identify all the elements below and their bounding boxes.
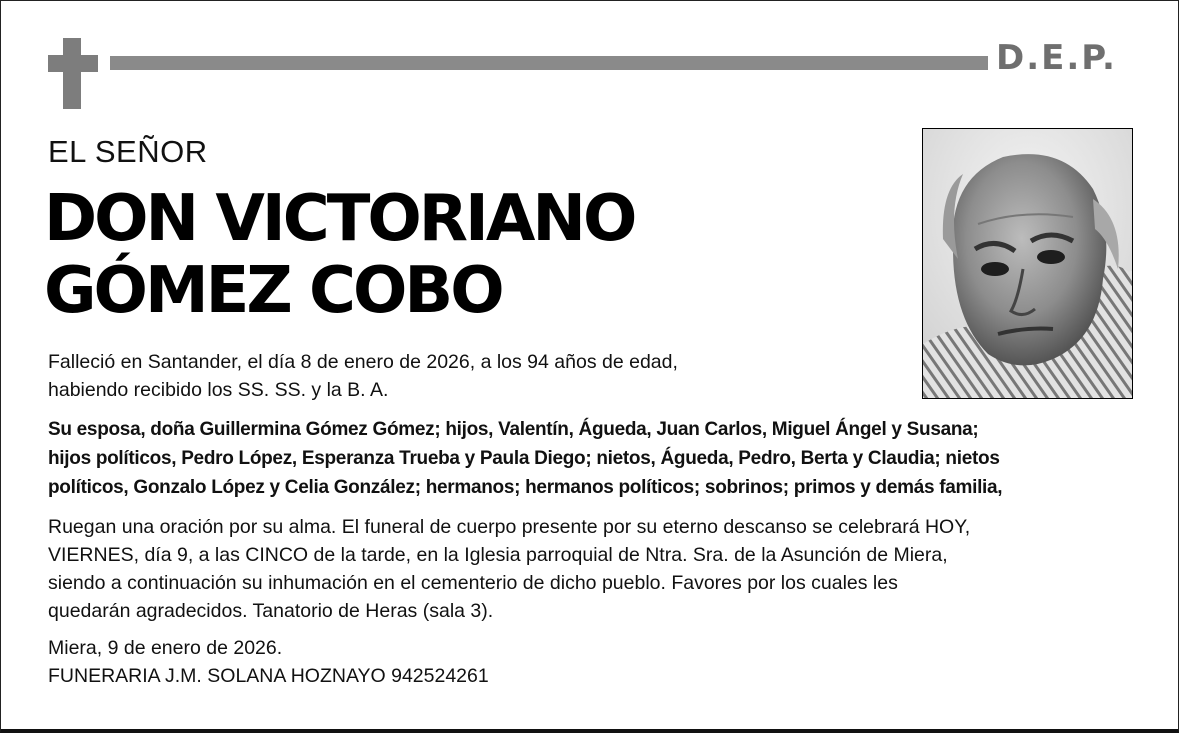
- funeral-line-2: VIERNES, día 9, a las CINCO de la tarde, en la Iglesia parroquial de Ntra. Sra. de la Asunción de Miera,: [48, 544, 948, 566]
- cross-icon-bar: [48, 55, 98, 72]
- header-rule: [110, 56, 988, 70]
- death-line-1: Falleció en Santander, el día 8 de enero de 2026, a los 94 años de edad,: [48, 351, 678, 373]
- funeral-home: FUNERARIA J.M. SOLANA HOZNAYO 942524261: [48, 665, 489, 687]
- funeral-line-3: siendo a continuación su inhumación en el cementerio de dicho pueblo. Favores por los cuales les: [48, 572, 898, 594]
- funeral-line-1: Ruegan una oración por su alma. El funeral de cuerpo presente por su eterno descanso se celebrará HOY,: [48, 516, 971, 538]
- dep-label: D.E.P.: [996, 38, 1117, 78]
- cross-icon: [63, 38, 81, 109]
- portrait-photo: [922, 128, 1133, 399]
- death-line-2: habiendo recibido los SS. SS. y la B. A.: [48, 379, 389, 401]
- name-line-1: DON VICTORIANO: [44, 182, 635, 256]
- family-line-2: hijos políticos, Pedro López, Esperanza Trueba y Paula Diego; nietos, Águeda, Pedro, Berta y Claudia; nietos: [48, 448, 1000, 469]
- family-line-3: políticos, Gonzalo López y Celia González; hermanos; hermanos políticos; sobrinos; primos y demás familia,: [48, 477, 1003, 498]
- name-line-2: GÓMEZ COBO: [44, 254, 502, 328]
- deceased-name: [44, 183, 634, 327]
- place-date: Miera, 9 de enero de 2026.: [48, 637, 283, 659]
- family-line-1: Su esposa, doña Guillermina Gómez Gómez; hijos, Valentín, Águeda, Juan Carlos, Miguel Ángel y Susana;: [48, 419, 979, 440]
- honorific: EL SEÑOR: [48, 134, 208, 169]
- funeral-line-4: quedarán agradecidos. Tanatorio de Heras (sala 3).: [48, 600, 494, 622]
